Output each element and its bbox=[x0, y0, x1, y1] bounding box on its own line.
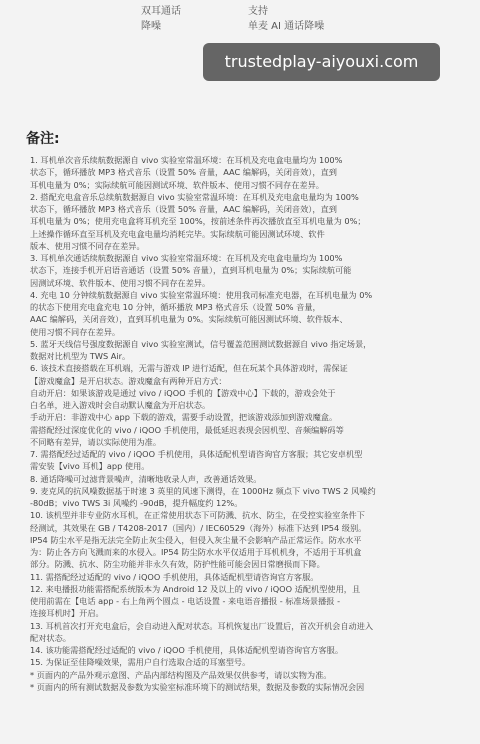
note-line: 需安装【vivo 耳机】app 使用。 bbox=[30, 461, 150, 472]
note-line: 不同略有差异，请以实际使用为准。 bbox=[30, 436, 162, 447]
note-line: 5. 蓝牙天线信号强度数据源自 vivo 实验室测试，信号覆盖范围测试数据源自 vivo 指定场景， bbox=[30, 338, 372, 349]
note-line: IP54 防尘水平是指无法完全防止灰尘侵入，但侵入灰尘量不会影响产品正常运作。防水水平 bbox=[30, 534, 362, 545]
note-line: 6. 该技术直接搭载在耳机端，无需与游戏 IP 进行适配，但在玩某个具体游戏时，需保证 bbox=[30, 363, 348, 374]
note-line: 状态下，循环播放 MP3 格式音乐（设置 50% 音量，AAC 编解码，关闭音效），直到 bbox=[30, 167, 337, 178]
note-line: 15. 为保证至佳降噪效果，需用户自行选取合适的耳塞型号。 bbox=[30, 657, 251, 668]
note-line: 经测试，其效果在 GB / T4208-2017（国内）/ IEC60529（海外）标准下达到 IP54 级别。 bbox=[30, 522, 367, 533]
note-line: 部分。防溅、抗水、防尘功能并非永久有效，防护性能可能会因日常磨损而下降。 bbox=[30, 559, 325, 570]
note-line: 使用前需在【电话 app - 右上角两个圆点 - 电话设置 - 来电语音播报 - 标准场景播报 - bbox=[30, 596, 341, 606]
note-line: 8. 通话降噪可过滤背景噪声，清晰地收录人声，改善通话效果。 bbox=[30, 473, 262, 484]
spec-key: 双耳通话 bbox=[141, 6, 181, 17]
note-line: 因测试环境、软件版本、使用习惯不同存在差异。 bbox=[30, 277, 211, 288]
note-line: 上述操作循环直至耳机及充电盒电量均消耗完毕。实际续航可能因测试环境、软件 bbox=[30, 228, 325, 239]
note-line: 2. 搭配充电盒音乐总续航数据源自 vivo 实验室常温环境：在耳机及充电盒电量均为 100% bbox=[30, 191, 359, 202]
note-line: 的状态下使用充电盒充电 10 分钟，循环播放 MP3 格式音乐（设置 50% 音量， bbox=[30, 302, 321, 312]
note-line: 4. 充电 10 分钟续航数据源自 vivo 实验室常温环境：使用我司标准充电器，在耳机电量为 0% bbox=[30, 289, 373, 300]
note-line: 耳机电量为 0%；实际续航可能因测试环境、软件版本、使用习惯不同存在差异。 bbox=[30, 179, 324, 190]
note-line: * 页面内的所有测试数据及参数为实验室标准环境下的测试结果，数据及参数的实际情况会因 bbox=[30, 681, 365, 692]
note-line: 14. 该功能需搭配经过适配的 vivo / iQOO 手机使用，具体适配机型请咨询官方客服。 bbox=[30, 645, 344, 655]
note-line: 需搭配经过深度优化的 vivo / iQOO 手机使用，最低延迟表现会因机型、音频编解码等 bbox=[30, 424, 344, 435]
note-line: 11. 需搭配经过适配的 vivo / iQOO 手机使用，具体适配机型请咨询官方客服。 bbox=[30, 571, 319, 582]
spec-row-noise-reduction bbox=[0, 15, 480, 32]
note-line: 白名单，进入游戏时会自动默认魔盒为开启状态。 bbox=[30, 400, 211, 410]
note-line: 配对状态。 bbox=[30, 632, 71, 643]
notes-list bbox=[30, 154, 462, 693]
note-line: 【游戏魔盒】是开启状态。游戏魔盒有两种开启方式： bbox=[30, 375, 227, 386]
note-line: 版本、使用习惯不同存在差异。 bbox=[30, 240, 145, 251]
url-overlay-badge: trustedplay-aiyouxi.com bbox=[203, 43, 440, 81]
note-line: 连接耳机时】开启。 bbox=[30, 608, 104, 619]
note-line: 1. 耳机单次音乐续航数据源自 vivo 实验室常温环境：在耳机及充电盒电量均为 100% bbox=[30, 155, 343, 165]
note-line: 为：防止各方向飞溅而来的水侵入。IP54 防尘防水水平仅适用于耳机机身，不适用于耳机盒 bbox=[30, 547, 362, 557]
note-line: 9. 麦克风的抗风噪数据基于时速 3 英里的风速下测得，在 1000Hz 频点下 vivo TWS 2 风噪约 bbox=[30, 485, 376, 496]
notes-title: 备注: bbox=[26, 131, 60, 147]
note-line: 10. 该机型并非专业防水耳机，在正常使用状态下可防溅、抗水、防尘，在受控实验室条件下 bbox=[30, 510, 365, 521]
note-line: 7. 需搭配经过适配的 vivo / iQOO 手机使用，具体适配机型请咨询官方客服；其它安卓机型 bbox=[30, 449, 363, 459]
note-line: 数据对比机型为 TWS Air。 bbox=[30, 351, 131, 361]
note-line: AAC 编解码，关闭音效），直到耳机电量为 0%。实际续航可能因测试环境、软件版本、 bbox=[30, 314, 348, 325]
note-line: * 页面内的产品外观示意图、产品内部结构图及产品效果仅供参考，请以实物为准。 bbox=[30, 669, 332, 680]
spec-value: 支持 bbox=[248, 6, 268, 17]
spec-value: 单麦 AI 通话降噪 bbox=[248, 21, 325, 32]
spec-table bbox=[0, 0, 480, 34]
note-line: 状态下，连接手机开启语音通话（设置 50% 音量），直到耳机电量为 0%；实际续航可能 bbox=[30, 265, 352, 276]
note-line: 13. 耳机首次打开充电盒后，会自动进入配对状态。耳机恢复出厂设置后，首次开机会自动进入 bbox=[30, 620, 374, 631]
note-line: -80dB；vivo TWS 3i 风噪约 -90dB，提升幅度约 12%。 bbox=[30, 498, 243, 508]
spec-key: 降噪 bbox=[141, 21, 161, 32]
note-line: 手动开启：非游戏中心 app 下载的游戏，需要手动设置，把该游戏添加到游戏魔盒。 bbox=[30, 412, 338, 423]
note-line: 自动开启：如果该游戏是通过 vivo / iQOO 手机的【游戏中心】下载的，游戏会处于 bbox=[30, 387, 336, 398]
note-line: 使用习惯不同存在差异。 bbox=[30, 326, 121, 337]
note-line: 耳机电量为 0%；使用充电盒将耳机充至 100%，按前述条件再次播放直至耳机电量为 0%； bbox=[30, 216, 366, 227]
note-line: 12. 来电播报功能需搭配系统版本为 Android 12 及以上的 vivo / iQOO 适配机型使用，且 bbox=[30, 583, 361, 594]
note-line: 状态下，循环播放 MP3 格式音乐（设置 50% 音量，AAC 编解码，关闭音效），直到 bbox=[30, 204, 337, 214]
note-line: 3. 耳机单次通话续航数据源自 vivo 实验室常温环境：在耳机及充电盒电量均为 100% bbox=[30, 253, 343, 263]
